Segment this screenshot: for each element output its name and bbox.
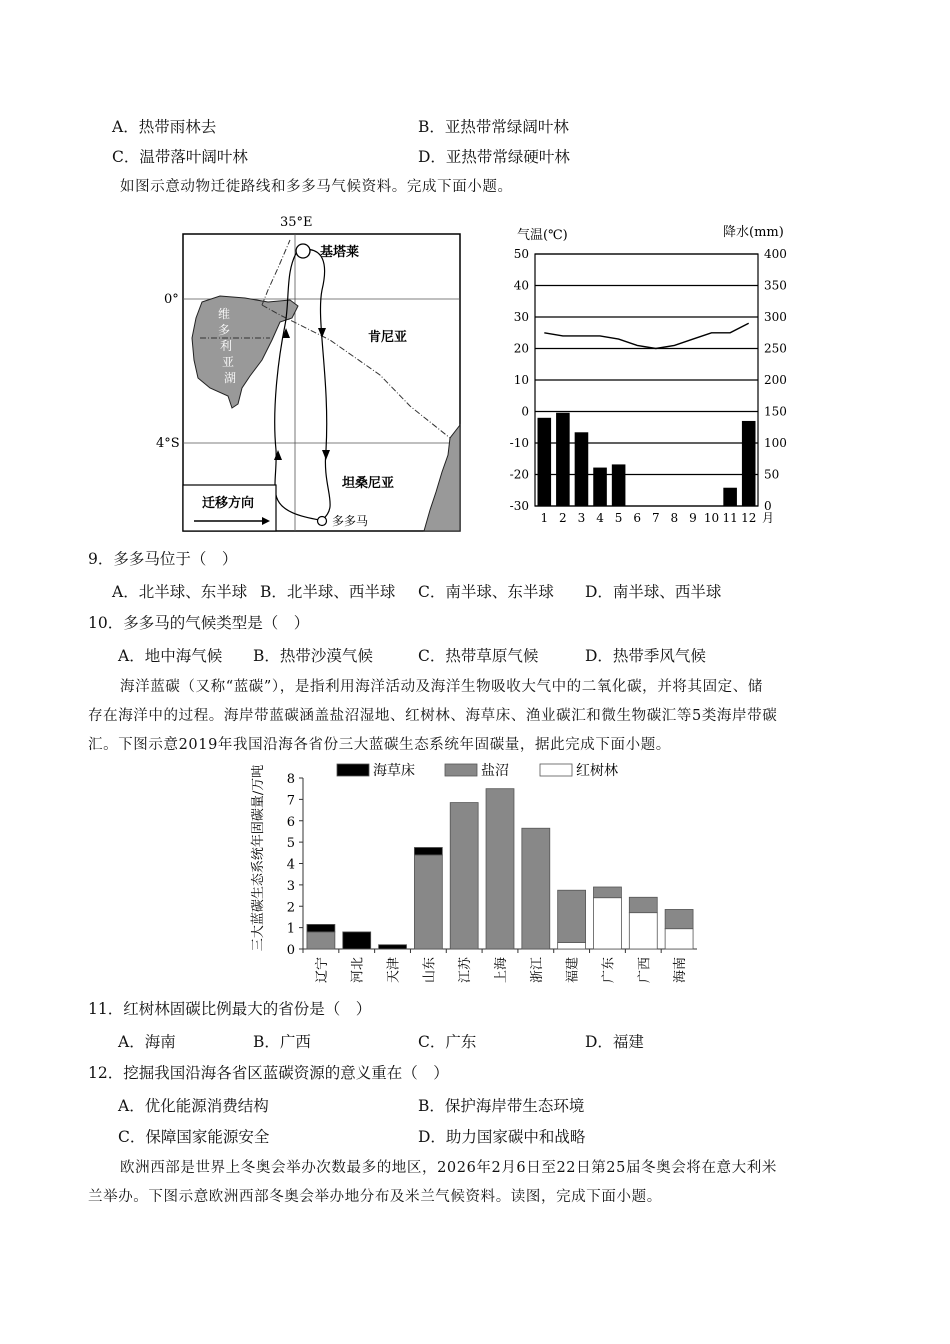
bar-segment xyxy=(558,890,586,942)
category-label: 广西 xyxy=(637,957,653,984)
q11-option-b: B．广西 xyxy=(253,1033,311,1051)
legend-label: 迁移方向 xyxy=(202,496,255,511)
legend-swatch xyxy=(445,764,477,776)
legend-swatch xyxy=(540,764,572,776)
q12-option-d: D．助力国家碳中和战略 xyxy=(418,1128,586,1146)
category-label: 天津 xyxy=(386,957,402,984)
temp-tick-label: 0 xyxy=(521,404,529,419)
month-unit-label: 月 xyxy=(762,511,775,525)
intro-olympics-line2: 兰举办。下图示意欧洲西部冬奥会举办地分布及米兰气候资料。读图，完成下面小题。 xyxy=(88,1189,662,1205)
intro-blue-carbon-line3: 汇。下图示意2019年我国沿海各省份三大蓝碳生态系统年固碳量，据此完成下面小题。 xyxy=(88,737,671,753)
precip-tick-label: 350 xyxy=(764,278,787,293)
bar-segment xyxy=(343,932,371,949)
precip-axis-label: 降水(mm) xyxy=(723,225,784,240)
precip-bar xyxy=(556,413,570,506)
precip-bar xyxy=(742,421,756,506)
lake-char-2: 多 xyxy=(218,323,231,337)
month-label: 11 xyxy=(722,511,738,525)
y-tick-label: 0 xyxy=(286,943,295,958)
q10-option-a: A．地中海气候 xyxy=(118,647,223,665)
temp-tick-label: 20 xyxy=(513,341,529,356)
q10-option-c: C．热带草原气候 xyxy=(418,647,539,665)
bar-segment xyxy=(414,847,442,854)
bar-segment xyxy=(593,898,621,949)
bar-segment xyxy=(307,924,335,931)
category-label: 辽宁 xyxy=(314,957,330,984)
legend-label: 海草床 xyxy=(373,763,415,779)
q9-option-c: C．南半球、东半球 xyxy=(418,583,554,601)
precip-tick-label: 100 xyxy=(764,436,787,450)
bar-segment xyxy=(629,897,657,912)
prev-option-a: A．热带雨林去 xyxy=(112,118,217,136)
climate-chart xyxy=(505,222,800,532)
bar-segment xyxy=(558,943,586,949)
q11-option-c: C．广东 xyxy=(418,1033,477,1051)
y-tick-label: 8 xyxy=(286,772,295,787)
bar-segment xyxy=(414,855,442,949)
category-label: 海南 xyxy=(673,957,689,984)
y-tick-label: 1 xyxy=(286,921,295,937)
intro-blue-carbon-line2: 存在海洋中的过程。海岸带蓝碳涵盖盐沼湿地、红树林、海草床、渔业碳汇和微生物碳汇等5类海岸带碳 xyxy=(88,708,778,724)
precip-tick-label: 50 xyxy=(764,467,780,482)
y-tick-label: 3 xyxy=(286,878,295,894)
bar-segment xyxy=(629,913,657,949)
migration-map xyxy=(150,210,470,540)
y-tick-label: 4 xyxy=(286,857,295,873)
q11-stem: 11．红树林固碳比例最大的省份是（ ） xyxy=(88,1000,372,1018)
temp-tick-label: -20 xyxy=(509,467,529,482)
precip-bar xyxy=(612,464,626,506)
lake-char-3: 利 xyxy=(220,339,233,353)
category-label: 广东 xyxy=(601,957,617,984)
q9-stem: 9．多多马位于（ ） xyxy=(88,550,238,568)
lon-label: 35°E xyxy=(280,215,313,230)
q10-option-b: B．热带沙漠气候 xyxy=(253,647,373,665)
precip-bar xyxy=(575,432,589,506)
q9-option-d: D．南半球、西半球 xyxy=(585,583,722,601)
kenya-label: 肯尼亚 xyxy=(368,330,408,345)
lake-char-1: 维 xyxy=(218,307,231,321)
prev-option-d: D．亚热带常绿硬叶林 xyxy=(418,148,570,166)
precip-bar xyxy=(538,418,552,506)
category-label: 福建 xyxy=(565,957,581,984)
temperature-line xyxy=(544,323,748,348)
month-label: 10 xyxy=(703,511,720,525)
precip-bar xyxy=(723,488,737,506)
precip-tick-label: 250 xyxy=(764,341,787,356)
category-label: 河北 xyxy=(350,957,366,984)
legend-swatch xyxy=(337,764,369,776)
month-label: 1 xyxy=(540,511,549,525)
prev-option-c: C．温带落叶阔叶林 xyxy=(112,148,248,166)
intro-migration: 如图示意动物迁徙路线和多多马气候资料。完成下面小题。 xyxy=(120,179,513,195)
kitale-marker xyxy=(296,244,310,258)
month-label: 12 xyxy=(741,511,757,525)
y-axis-label: 三大蓝碳生态系统年固碳量/万吨 xyxy=(251,764,266,952)
legend-label: 红树林 xyxy=(576,763,618,779)
q10-option-d: D．热带季风气候 xyxy=(585,647,706,665)
intro-blue-carbon-line1: 海洋蓝碳（又称“蓝碳”），是指利用海洋活动及海洋生物吸收大气中的二氧化碳，并将其固定、储 xyxy=(120,679,763,695)
temp-tick-label: 10 xyxy=(513,373,529,387)
temp-tick-label: 50 xyxy=(513,247,529,261)
intro-olympics-line1: 欧洲西部是世界上冬奥会举办次数最多的地区，2026年2月6日至22日第25届冬奥会将在意大利米 xyxy=(120,1160,777,1176)
q12-option-c: C．保障国家能源安全 xyxy=(118,1128,270,1146)
temp-tick-label: -10 xyxy=(509,436,529,450)
blue-carbon-chart xyxy=(245,758,715,996)
precip-tick-label: 0 xyxy=(764,499,772,513)
temp-tick-label: 40 xyxy=(513,278,529,293)
category-label: 浙江 xyxy=(529,957,545,984)
q12-stem: 12．挖掘我国沿海各省区蓝碳资源的意义重在（ ） xyxy=(88,1064,449,1082)
q12-option-a: A．优化能源消费结构 xyxy=(118,1097,269,1115)
y-tick-label: 5 xyxy=(286,836,295,852)
lat4-label: 4°S xyxy=(156,436,180,451)
tanzania-label: 坦桑尼亚 xyxy=(342,476,395,491)
q12-option-b: B．保护海岸带生态环境 xyxy=(418,1097,585,1115)
dodoma-marker xyxy=(318,517,327,526)
precip-tick-label: 150 xyxy=(764,404,787,419)
month-label: 8 xyxy=(670,511,679,525)
category-label: 江苏 xyxy=(458,957,474,984)
lat0-label: 0° xyxy=(164,292,179,307)
y-tick-label: 7 xyxy=(286,793,295,809)
temp-tick-label: 30 xyxy=(513,310,529,324)
prev-option-b: B．亚热带常绿阔叶林 xyxy=(418,118,569,136)
y-tick-label: 2 xyxy=(286,900,295,916)
q11-option-d: D．福建 xyxy=(585,1033,644,1051)
q9-option-b: B．北半球、西半球 xyxy=(260,583,396,601)
bar-segment xyxy=(307,932,335,949)
month-label: 7 xyxy=(651,511,660,525)
bar-segment xyxy=(522,828,550,949)
temp-tick-label: -30 xyxy=(509,499,529,513)
precip-tick-label: 400 xyxy=(764,247,787,261)
bar-segment xyxy=(486,789,514,949)
month-label: 6 xyxy=(633,511,642,525)
bar-segment xyxy=(665,929,693,949)
precip-bar xyxy=(593,468,607,506)
bar-segment xyxy=(665,909,693,928)
kitale-label: 基塔莱 xyxy=(320,245,360,260)
month-label: 9 xyxy=(689,511,697,525)
bar-segment xyxy=(450,803,478,949)
month-label: 2 xyxy=(559,511,567,525)
legend-label: 盐沼 xyxy=(481,763,509,779)
bar-segment xyxy=(593,887,621,898)
lake-char-4: 亚 xyxy=(222,355,235,369)
temp-axis-label: 气温(℃) xyxy=(517,228,568,243)
q9-option-a: A．北半球、东半球 xyxy=(112,583,248,601)
bar-segment xyxy=(379,945,407,949)
category-label: 上海 xyxy=(494,957,509,984)
category-label: 山东 xyxy=(422,957,438,984)
month-label: 4 xyxy=(596,511,604,525)
month-label: 3 xyxy=(577,511,586,525)
y-tick-label: 6 xyxy=(286,814,295,830)
dodoma-label: 多多马 xyxy=(332,514,369,528)
month-label: 5 xyxy=(614,511,623,525)
precip-tick-label: 200 xyxy=(764,373,787,387)
q11-option-a: A．海南 xyxy=(118,1033,176,1051)
lake-char-5: 湖 xyxy=(224,371,237,385)
precip-tick-label: 300 xyxy=(764,310,787,324)
q10-stem: 10．多多马的气候类型是（ ） xyxy=(88,614,310,632)
